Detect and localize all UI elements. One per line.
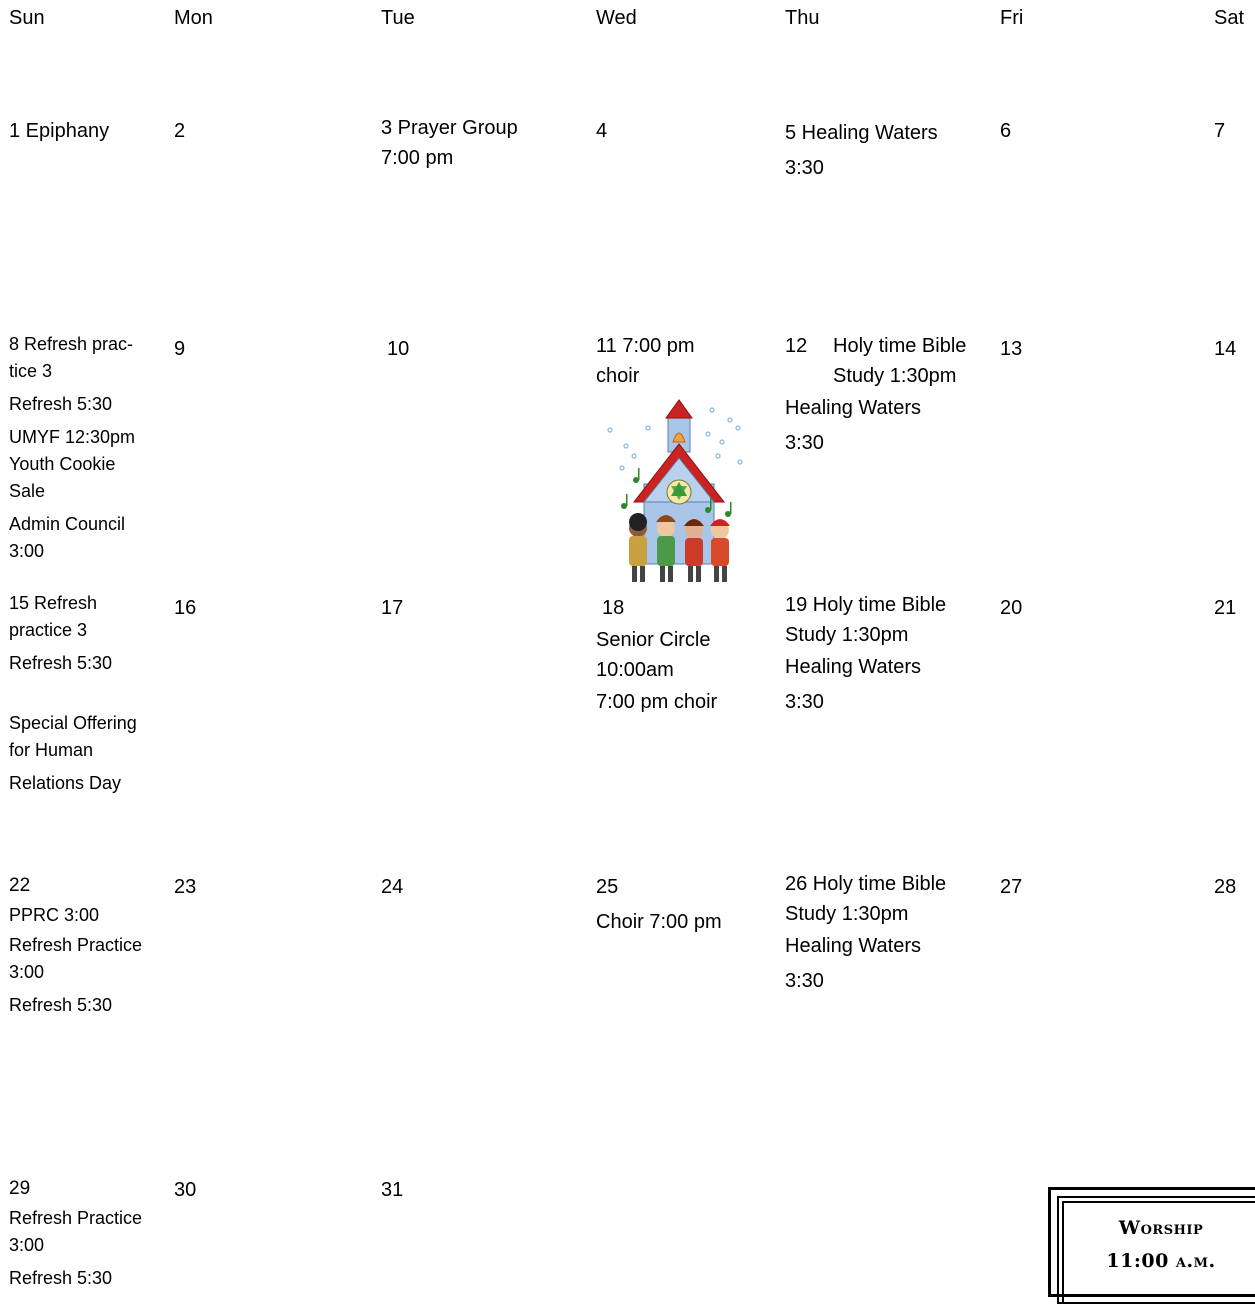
worship-label: Worship: [1118, 1217, 1204, 1239]
day-12: [785, 331, 966, 461]
day-21: 21: [1214, 597, 1237, 619]
event-line: 7:00 pm: [381, 147, 454, 169]
day-24: 24: [381, 876, 404, 898]
event-line: 3:00: [9, 1235, 45, 1255]
weekday-thu: Thu: [785, 7, 820, 29]
event-line: Study 1:30pm: [833, 365, 957, 387]
day-7: 7: [1214, 120, 1226, 142]
event-line: 10:00am: [596, 659, 674, 681]
event-line: Healing Waters: [785, 935, 921, 957]
event-line: for Human: [9, 740, 94, 760]
weekday-mon: Mon: [174, 7, 213, 29]
day-8: [9, 331, 135, 565]
day-29: [9, 1175, 142, 1292]
event-line: Study 1:30pm: [785, 624, 909, 646]
event-line: 11 7:00 pm: [596, 335, 695, 357]
weekday-sun: Sun: [9, 7, 45, 29]
event-line: Admin Council: [9, 514, 126, 534]
day-3: [381, 113, 518, 173]
day-13: 13: [1000, 338, 1023, 360]
event-line: 18: [602, 597, 625, 619]
event-line: Refresh 5:30: [9, 995, 113, 1015]
day-number: 12: [785, 335, 808, 357]
day-15: [9, 590, 137, 797]
day-23: 23: [174, 876, 197, 898]
event-line: Relations Day: [9, 773, 122, 793]
day-4: 4: [596, 120, 608, 142]
day-31: 31: [381, 1179, 404, 1201]
event-line: tice 3: [9, 361, 53, 381]
event-line: Healing Waters: [785, 397, 921, 419]
event-line: 3:00: [9, 541, 45, 561]
day-11: [596, 331, 695, 391]
weekday-fri: Fri: [1000, 7, 1024, 29]
weekday-wed: Wed: [596, 7, 637, 29]
event-line: Special Offering: [9, 713, 137, 733]
event-line: 3:00: [9, 962, 45, 982]
event-line: Refresh 5:30: [9, 394, 113, 414]
event-line: Refresh 5:30: [9, 1268, 113, 1288]
church-choir-icon: [604, 398, 749, 586]
event-line: 19 Holy time Bible: [785, 594, 947, 616]
day-18: [596, 593, 717, 720]
day-17: 17: [381, 597, 404, 619]
event-line: Youth Cookie: [9, 454, 116, 474]
event-line: Healing Waters: [785, 656, 921, 678]
day-6: 6: [1000, 120, 1012, 142]
weekday-tue: Tue: [381, 7, 415, 29]
event-line: choir: [596, 365, 640, 387]
event-line: Refresh Practice: [9, 935, 143, 955]
day-16: 16: [174, 597, 197, 619]
event-line: PPRC 3:00: [9, 905, 100, 925]
day-28: 28: [1214, 876, 1237, 898]
day-22: [9, 872, 142, 1019]
day-9: 9: [174, 338, 186, 360]
worship-time-box: [1048, 1187, 1255, 1297]
event-line: 22: [9, 875, 31, 896]
event-line: 3:30: [785, 691, 824, 713]
event-line: 7:00 pm choir: [596, 691, 718, 713]
event-line: practice 3: [9, 620, 88, 640]
event-line: Senior Circle: [596, 629, 711, 651]
event-line: 8 Refresh prac-: [9, 334, 134, 354]
day-14: 14: [1214, 338, 1237, 360]
event-line: 3 Prayer Group: [381, 117, 518, 139]
event-line: Refresh 5:30: [9, 653, 113, 673]
day-26: [785, 869, 946, 999]
event-line: Choir 7:00 pm: [596, 911, 722, 933]
weekday-sat: Sat: [1214, 7, 1245, 29]
worship-time-text: [1081, 1212, 1241, 1278]
day-19: [785, 590, 946, 720]
event-line: Refresh Practice: [9, 1208, 143, 1228]
event-line: 3:30: [785, 432, 824, 454]
event-line: 3:30: [785, 970, 824, 992]
day-20: 20: [1000, 597, 1023, 619]
event-line: 29: [9, 1178, 31, 1199]
day-2: 2: [174, 120, 186, 142]
day-5: [785, 116, 938, 186]
day-1: 1 Epiphany: [9, 120, 110, 142]
event-line: Study 1:30pm: [785, 903, 909, 925]
worship-time: 11:00 a.m.: [1106, 1250, 1216, 1272]
event-line: UMYF 12:30pm: [9, 427, 136, 447]
day-27: 27: [1000, 876, 1023, 898]
event-line: Holy time Bible: [833, 335, 967, 357]
event-line: 25: [596, 876, 619, 898]
day-25: [596, 872, 722, 942]
event-line: 15 Refresh: [9, 593, 98, 613]
day-30: 30: [174, 1179, 197, 1201]
event-line: 5 Healing Waters: [785, 122, 938, 144]
day-10: 10: [387, 338, 410, 360]
event-line: 3:30: [785, 157, 824, 179]
event-line: 26 Holy time Bible: [785, 873, 947, 895]
event-line: Sale: [9, 481, 46, 501]
